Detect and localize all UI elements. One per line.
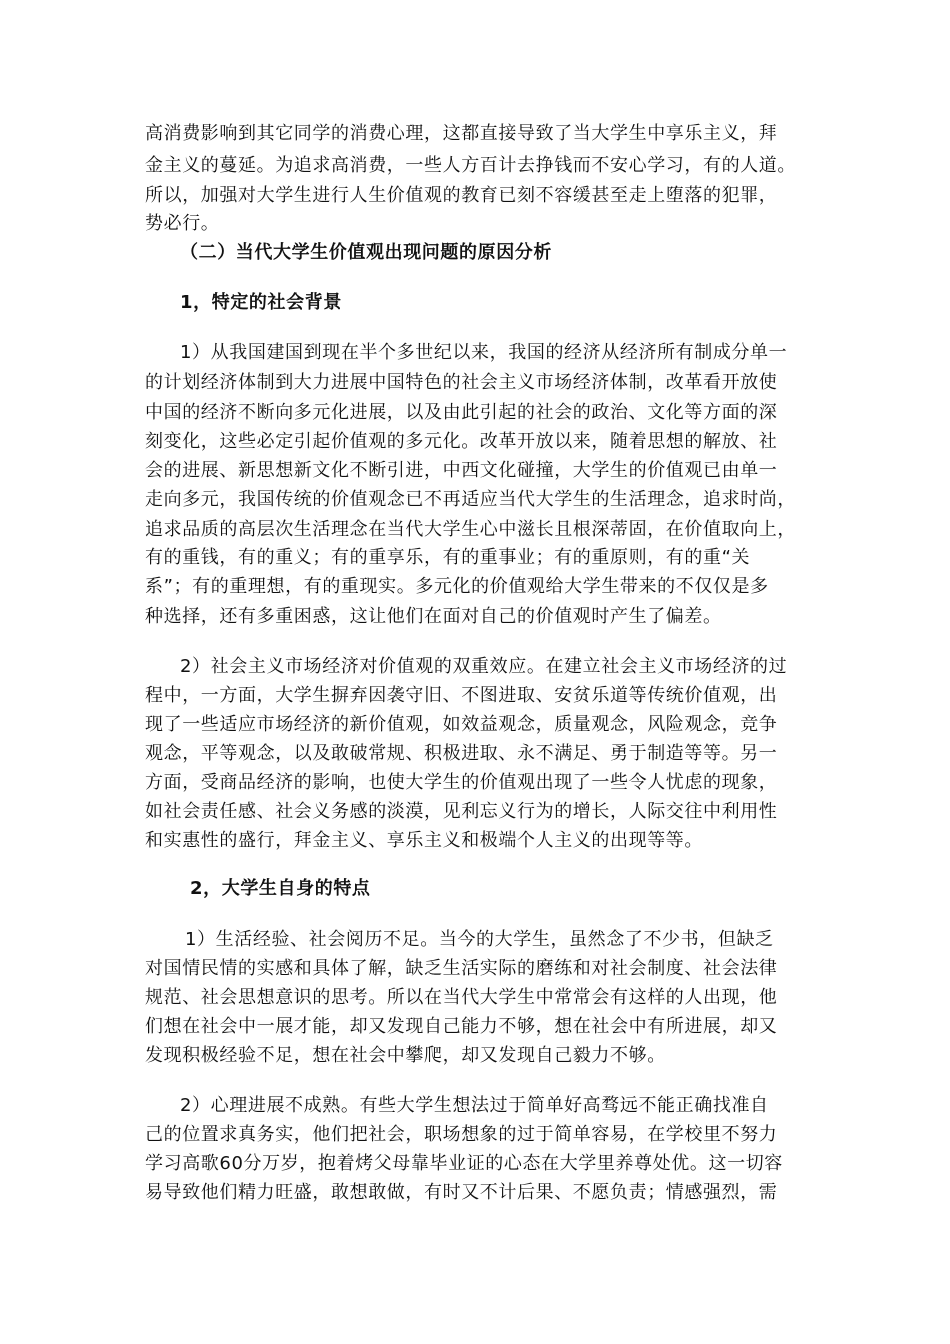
paragraph-line: 程中，一方面，大学生摒弃因袭守旧、不图进取、安贫乐道等传统价值观，出: [145, 685, 778, 706]
sub-heading: 2，大学生自身的特点: [190, 878, 371, 899]
paragraph-line: 种选择，还有多重困惑，这让他们在面对自己的价值观时产生了偏差。: [145, 606, 722, 627]
paragraph-line: 对国情民情的实感和具体了解，缺乏生活实际的磨练和对社会制度、社会法律: [145, 958, 778, 979]
paragraph-line: 1）从我国建国到现在半个多世纪以来，我国的经济从经济所有制成分单一: [180, 342, 788, 363]
intro-line: 势必行。: [145, 213, 220, 234]
paragraph-line: 2）心理进展不成熟。有些大学生想法过于简单好高骛远不能正确找准自: [180, 1095, 769, 1116]
paragraph-line: 追求品质的高层次生活理念在当代大学生心中滋长且根深蒂固，在价值取向上，: [145, 519, 796, 540]
paragraph-line: 如社会责任感、社会义务感的淡漠，见利忘义行为的增长，人际交往中利用性: [145, 801, 778, 822]
paragraph-line: 观念，平等观念，以及敢破常规、积极进取、永不满足、勇于制造等等。另一: [145, 743, 778, 764]
intro-line: 金主义的蔓延。为追求高消费，一些人方百计去挣钱而不安心学习，有的人道。: [145, 155, 796, 176]
section-heading: （二）当代大学生价值观出现问题的原因分析: [180, 242, 552, 263]
paragraph-line: 的计划经济体制到大力进展中国特色的社会主义市场经济体制，改革看开放使: [145, 372, 778, 393]
paragraph-line: 走向多元，我国传统的价值观念已不再适应当代大学生的生活理念，追求时尚，: [145, 489, 796, 510]
paragraph-line: 易导致他们精力旺盛，敢想敢做，有时又不计后果、不愿负责；情感强烈，需: [145, 1182, 778, 1203]
intro-line: 高消费影响到其它同学的消费心理，这都直接导致了当大学生中享乐主义，拜: [145, 123, 778, 144]
paragraph-line: 会的进展、新思想新文化不断引进，中西文化碰撞，大学生的价值观已由单一: [145, 460, 778, 481]
paragraph-line: 系”；有的重理想，有的重现实。多元化的价值观给大学生带来的不仅仅是多: [145, 576, 769, 597]
paragraph-line: 和实惠性的盛行，拜金主义、享乐主义和极端个人主义的出现等等。: [145, 830, 703, 851]
sub-heading: 1，特定的社会背景: [180, 292, 342, 313]
intro-line: 所以，加强对大学生进行人生价值观的教育已刻不容缓甚至走上堕落的犯罪，: [145, 185, 778, 206]
paragraph-line: 1）生活经验、社会阅历不足。当今的大学生，虽然念了不少书，但缺乏: [185, 929, 774, 950]
paragraph-line: 发现积极经验不足，想在社会中攀爬，却又发现自己毅力不够。: [145, 1045, 666, 1066]
paragraph-line: 刻变化，这些必定引起价值观的多元化。改革开放以来，随着思想的解放、社: [145, 431, 778, 452]
paragraph-line: 2）社会主义市场经济对价值观的双重效应。在建立社会主义市场经济的过: [180, 656, 788, 677]
paragraph-line: 己的位置求真务实，他们把社会，职场想象的过于简单容易，在学校里不努力: [145, 1124, 778, 1145]
paragraph-line: 方面，受商品经济的影响，也使大学生的价值观出现了一些令人忧虑的现象，: [145, 772, 778, 793]
paragraph-line: 规范、社会思想意识的思考。所以在当代大学生中常常会有这样的人出现，他: [145, 987, 778, 1008]
paragraph-line: 现了一些适应市场经济的新价值观，如效益观念，质量观念，风险观念，竞争: [145, 714, 778, 735]
paragraph-line: 学习高歌60分万岁，抱着烤父母靠毕业证的心态在大学里养尊处优。这一切容: [145, 1153, 783, 1174]
paragraph-line: 们想在社会中一展才能，却又发现自己能力不够，想在社会中有所进展，却又: [145, 1016, 778, 1037]
paragraph-line: 中国的经济不断向多元化进展，以及由此引起的社会的政治、文化等方面的深: [145, 402, 778, 423]
paragraph-line: 有的重钱，有的重义；有的重享乐，有的重事业；有的重原则，有的重“关: [145, 547, 751, 568]
